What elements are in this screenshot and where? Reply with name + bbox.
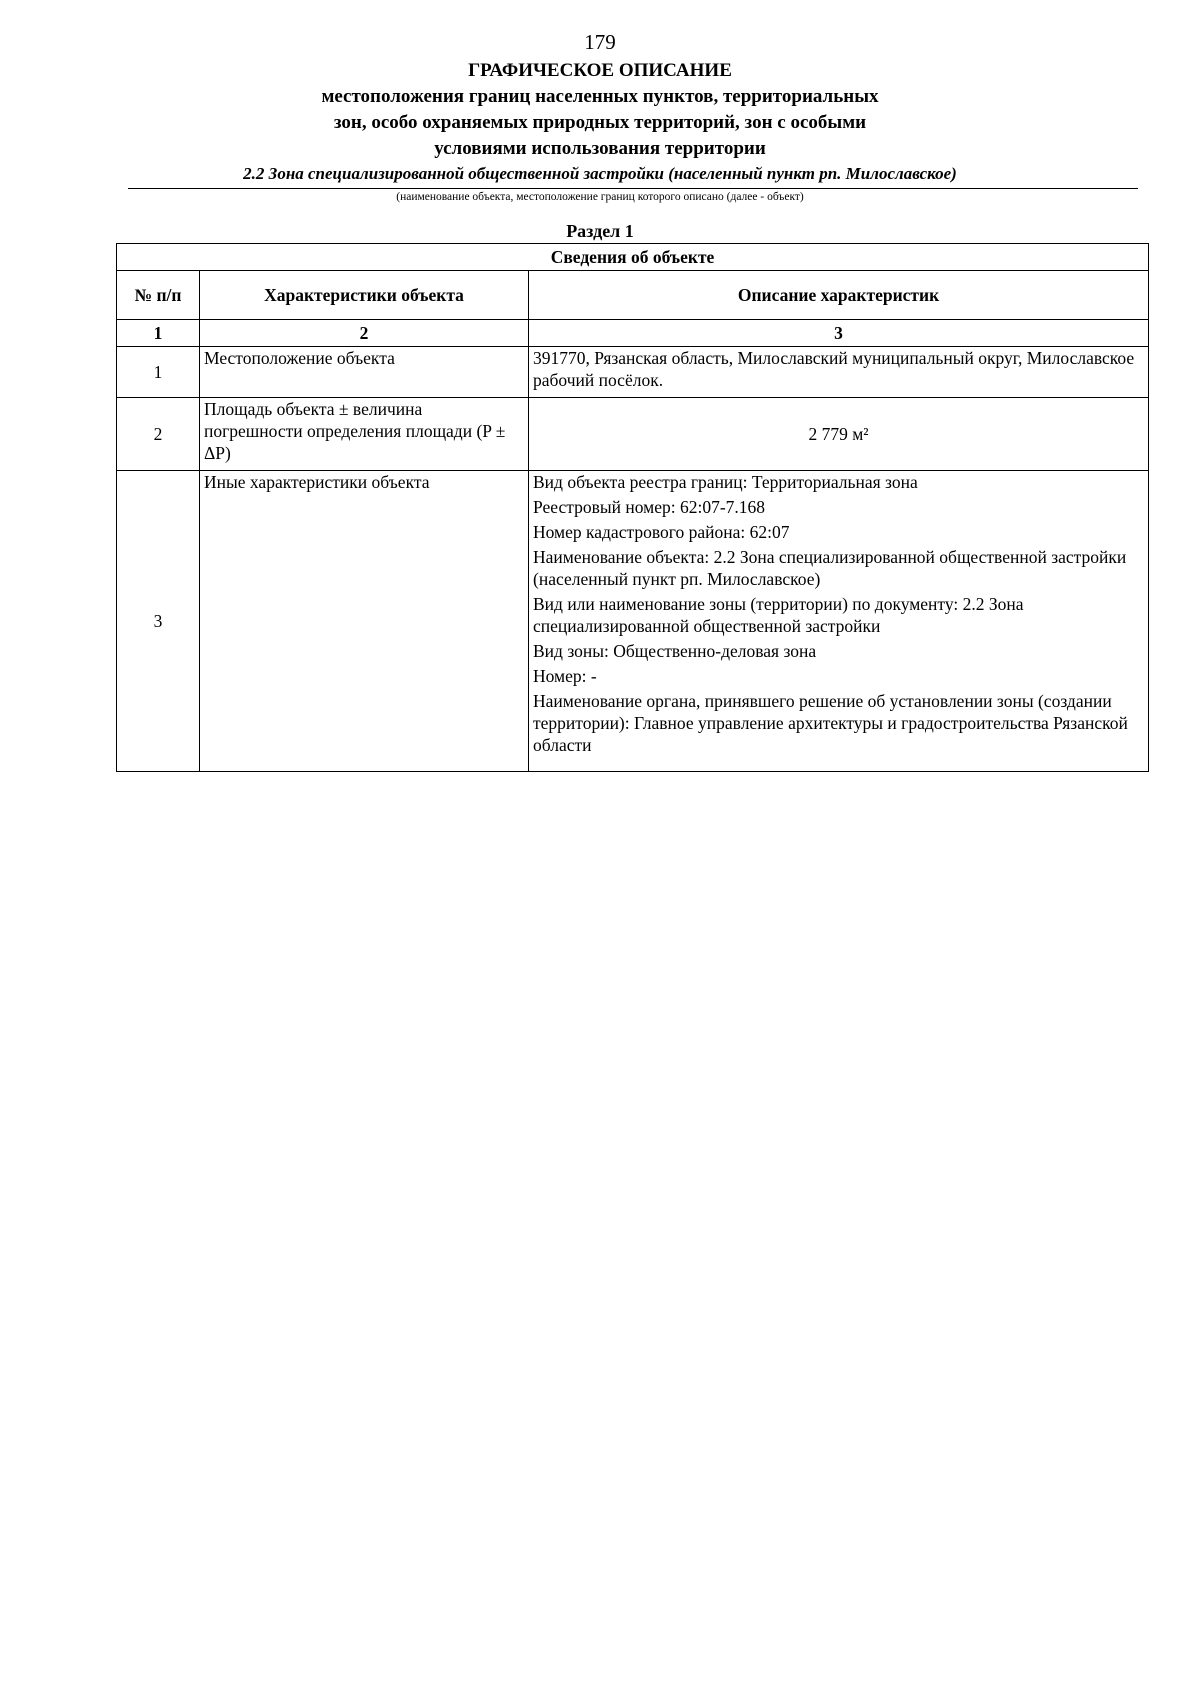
- header-num: № п/п: [117, 271, 200, 320]
- page-number: 179: [584, 30, 616, 54]
- title-line: ГРАФИЧЕСКОЕ ОПИСАНИЕ: [468, 60, 732, 81]
- header-description: Описание характеристик: [529, 271, 1149, 320]
- column-number: 2: [200, 320, 529, 347]
- description-line: Наименование органа, принявшего решение об установлении зоны (создании территории): Главное управление архитектуры и градостроительства Рязанской области: [533, 691, 1128, 755]
- row-characteristic: Площадь объекта ± величина погрешности определения площади (P ± ΔP): [200, 398, 529, 471]
- row-characteristic: Местоположение объекта: [200, 347, 529, 398]
- row-number: 1: [117, 347, 200, 398]
- description-line: Номер кадастрового района: 62:07: [533, 522, 790, 542]
- object-caption: (наименование объекта, местоположение границ которого описано (далее - объект): [396, 191, 804, 203]
- description-line: Номер: -: [533, 666, 597, 686]
- object-info-table: [116, 243, 1149, 772]
- header-characteristic: Характеристики объекта: [200, 271, 529, 320]
- description-line: Реестровый номер: 62:07-7.168: [533, 497, 766, 517]
- description-line: 2 779 м²: [808, 424, 869, 444]
- column-number: 1: [117, 320, 200, 347]
- description-line: Вид объекта реестра границ: Территориальная зона: [533, 472, 918, 492]
- row-description: [529, 347, 1149, 398]
- row-characteristic: Иные характеристики объекта: [200, 471, 529, 772]
- table-title: Сведения об объекте: [117, 244, 1149, 271]
- table-row: [117, 398, 1149, 471]
- document-title: [0, 58, 1200, 162]
- object-name: 2.2 Зона специализированной общественной застройки (населенный пункт рп. Милославское): [243, 164, 957, 183]
- description-line: Вид или наименование зоны (территории) по документу: 2.2 Зона специализированной общественной застройки: [533, 594, 1024, 636]
- title-line: местоположения границ населенных пунктов, территориальных: [321, 86, 879, 107]
- underline-divider: [128, 188, 1138, 189]
- row-number: 3: [117, 471, 200, 772]
- title-line: зон, особо охраняемых природных территорий, зон с особыми: [333, 112, 867, 133]
- row-description: [529, 398, 1149, 471]
- row-description: [529, 471, 1149, 772]
- column-number: 3: [529, 320, 1149, 347]
- row-number: 2: [117, 398, 200, 471]
- description-line: Наименование объекта: 2.2 Зона специализированной общественной застройки (населенный пункт рп. Милославское): [533, 547, 1127, 589]
- section-title: Раздел 1: [566, 221, 634, 241]
- table-row: [117, 471, 1149, 772]
- title-line: условиями использования территории: [434, 138, 766, 159]
- table-row: [117, 347, 1149, 398]
- description-line: 391770, Рязанская область, Милославский муниципальный округ, Милославское рабочий посёлок.: [533, 348, 1135, 390]
- description-line: Вид зоны: Общественно-деловая зона: [533, 641, 817, 661]
